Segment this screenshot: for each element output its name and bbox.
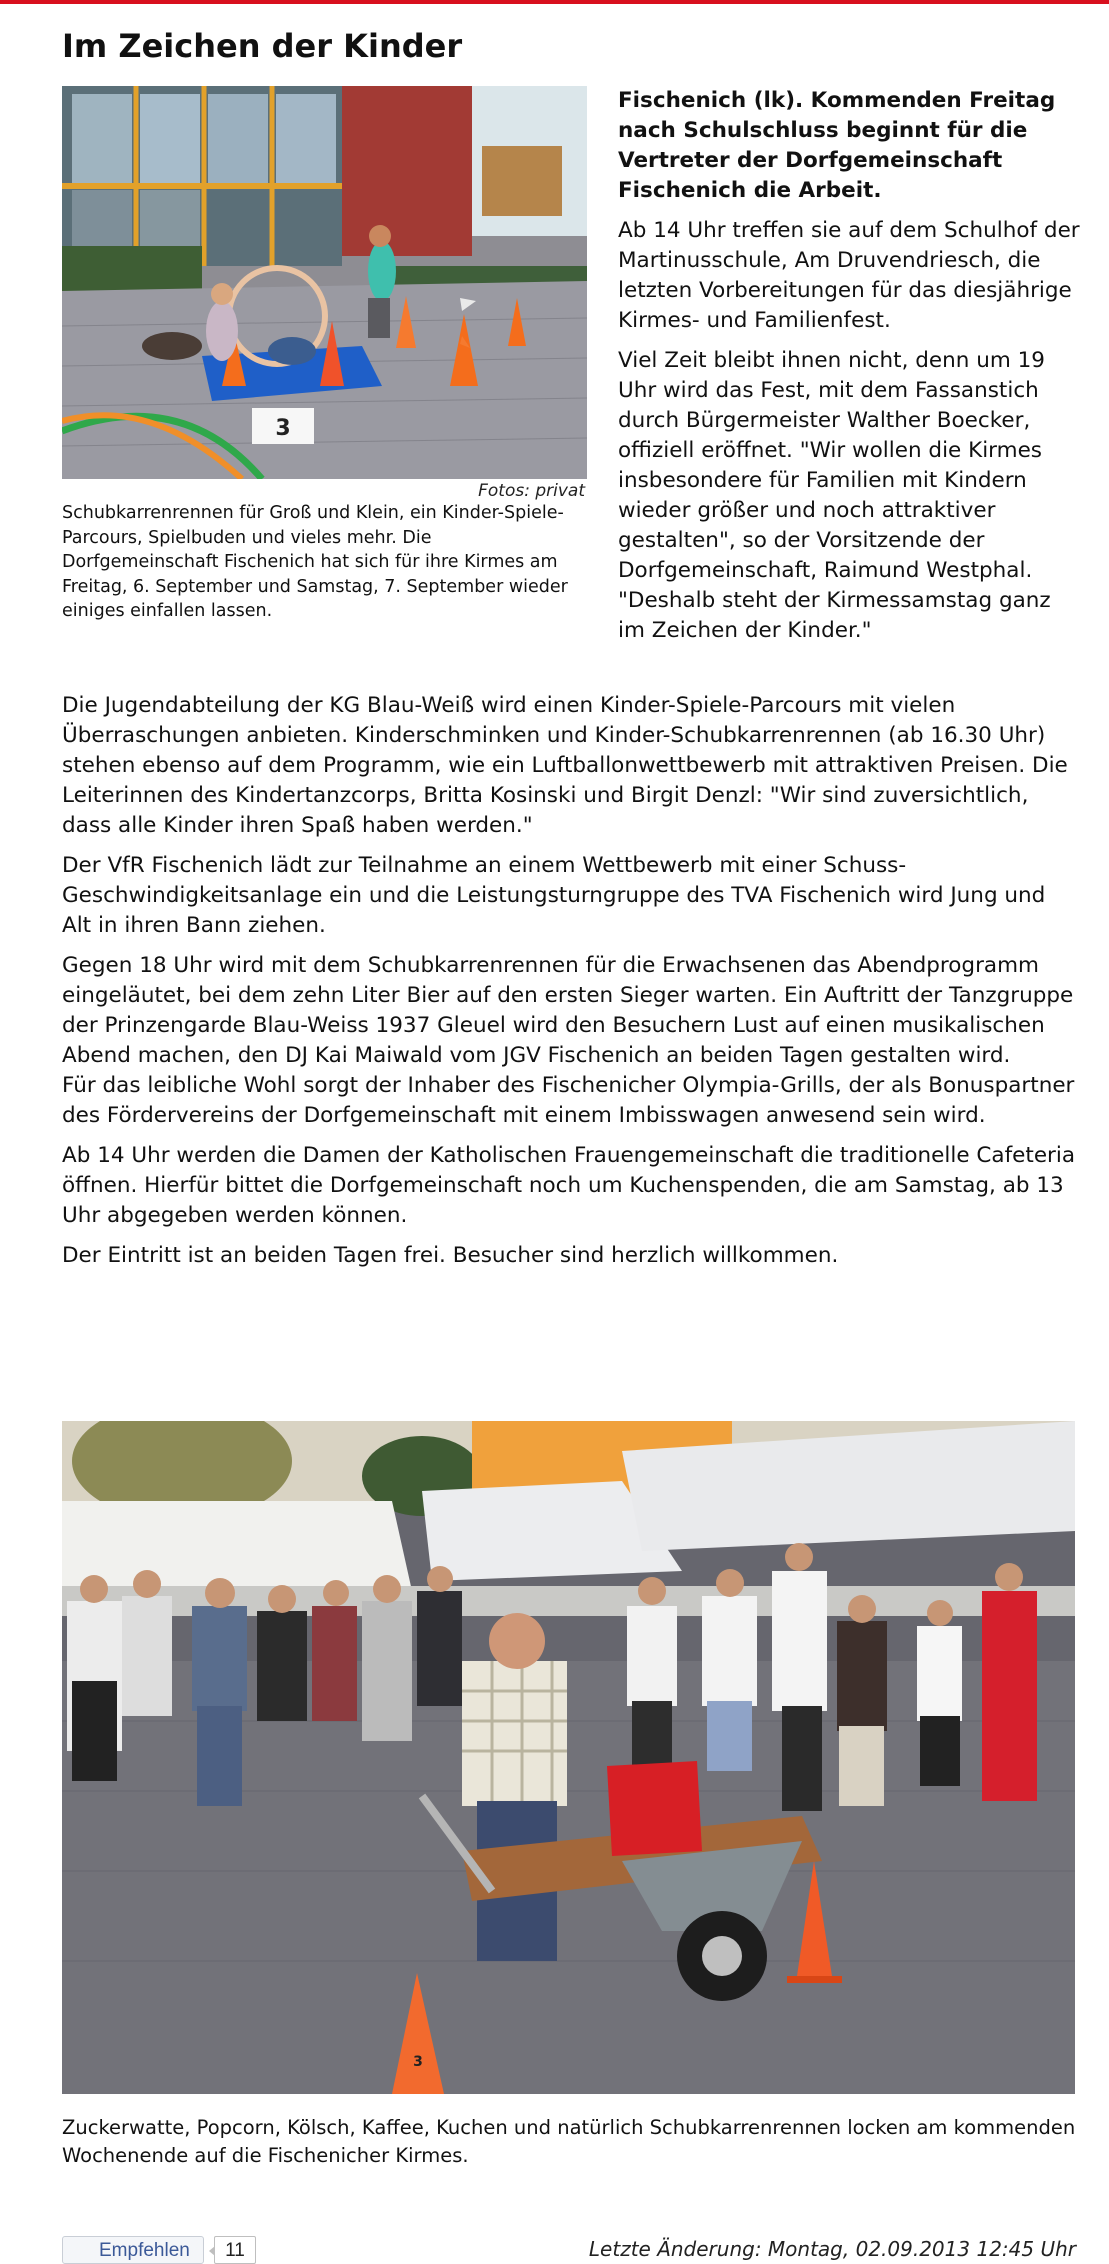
top-accent-bar [0,0,1109,4]
body-paragraph: Die Jugendabteilung der KG Blau-Weiß wird einen Kinder-Spiele-Parcours mit vielen Überraschungen anbieten. Kinderschminken und Kinder-Schubkarrenrennen (ab 16.30 Uhr) stehen ebenso auf dem Programm, wie ein Luftballonwettbewerb mit attraktiven Preisen. Die Leiterinnen des Kindertanzcorps, Britta Kosinski und Birgit Denzl: "Wir sind zuversichtlich, dass alle Kinder ihren Spaß haben werden." [62,693,1068,838]
like-count-badge: 11 [214,2236,256,2264]
last-modified: Letzte Änderung: Montag, 02.09.2013 12:45 Uhr [588,2237,1076,2261]
course-sign-number: 3 [275,416,291,441]
body-paragraph: Gegen 18 Uhr wird mit dem Schubkarrenrennen für die Erwachsenen das Abendprogramm eingeläutet, bei dem zehn Liter Bier auf den ersten Sieger warten. Ein Auftritt der Tanzgruppe der Prinzengarde Blau-Weiss 1937 Gleuel wird den Besuchern Lust auf einen musikalischen Abend machen, den DJ Kai Maiwald vom JGV Fischenich an beiden Tagen gestalten wird. [62,953,1074,1068]
body-paragraph: Für das leibliche Wohl sorgt der Inhaber des Fischenicher Olympia-Grills, der als Bonuspartner des Fördervereins der Dorfgemeinschaft mit einem Imbisswagen anwesend sein wird. [62,1073,1075,1128]
lead-column [618,86,1080,646]
lead-paragraph: Viel Zeit bleibt ihnen nicht, denn um 19 Uhr wird das Fest, mit dem Fassanstich durch Bürgermeister Walther Boecker, offiziell eröffnet. "Wir wollen die Kirmes insbesondere für Familien mit Kindern wieder größer und noch attraktiver gestalten", so der Vorsitzende der Dorfgemeinschaft, Raimund Westphal. "Deshalb steht der Kirmessamstag ganz im Zeichen der Kinder." [618,348,1051,643]
article-body [62,691,1076,1281]
cone-number: 3 [413,2054,423,2070]
article-photo-kids-parcours [62,86,587,479]
body-paragraph: Der Eintritt ist an beiden Tagen frei. Besucher sind herzlich willkommen. [62,1243,839,1268]
photo-credit: Fotos: privat [478,481,585,501]
body-paragraph: Der VfR Fischenich lädt zur Teilnahme an einem Wettbewerb mit einer Schuss-Geschwindigkeitsanlage ein und die Leistungsturngruppe des TVA Fischenich wird Jung und Alt in ihren Bann ziehen. [62,853,1046,938]
lead-paragraph: Ab 14 Uhr treffen sie auf dem Schulhof der Martinusschule, Am Druvendriesch, die letzten Vorbereitungen für das diesjährige Kirmes- und Familienfest. [618,218,1080,333]
photo1-caption: Schubkarrenrennen für Groß und Klein, ein Kinder-Spiele-Parcours, Spielbuden und vieles mehr. Die Dorfgemeinschaft Fischenich hat sich für ihre Kirmes am Freitag, 6. September und Samstag, 7. September wieder einiges einfallen lassen. [62,503,568,621]
article-title: Im Zeichen der Kinder [62,27,463,65]
article-photo-wheelbarrow-race [62,1421,1075,2094]
facebook-like-label: Empfehlen [99,2240,190,2261]
body-paragraph: Ab 14 Uhr werden die Damen der Katholischen Frauengemeinschaft die traditionelle Cafeteria öffnen. Hierfür bittet die Dorfgemeinschaft noch um Kuchenspenden, die am Samstag, ab 13 Uhr abgegeben werden können. [62,1143,1076,1228]
lead-intro: Fischenich (lk). Kommenden Freitag nach Schulschluss beginnt für die Vertreter der Dorfgemeinschaft Fischenich die Arbeit. [618,88,1056,203]
facebook-like-button[interactable] [62,2236,204,2264]
photo2-caption: Zuckerwatte, Popcorn, Kölsch, Kaffee, Kuchen und natürlich Schubkarrenrennen locken am kommenden Wochenende auf die Fischenicher Kirmes. [62,2116,1076,2167]
article-footer [62,2236,1076,2261]
